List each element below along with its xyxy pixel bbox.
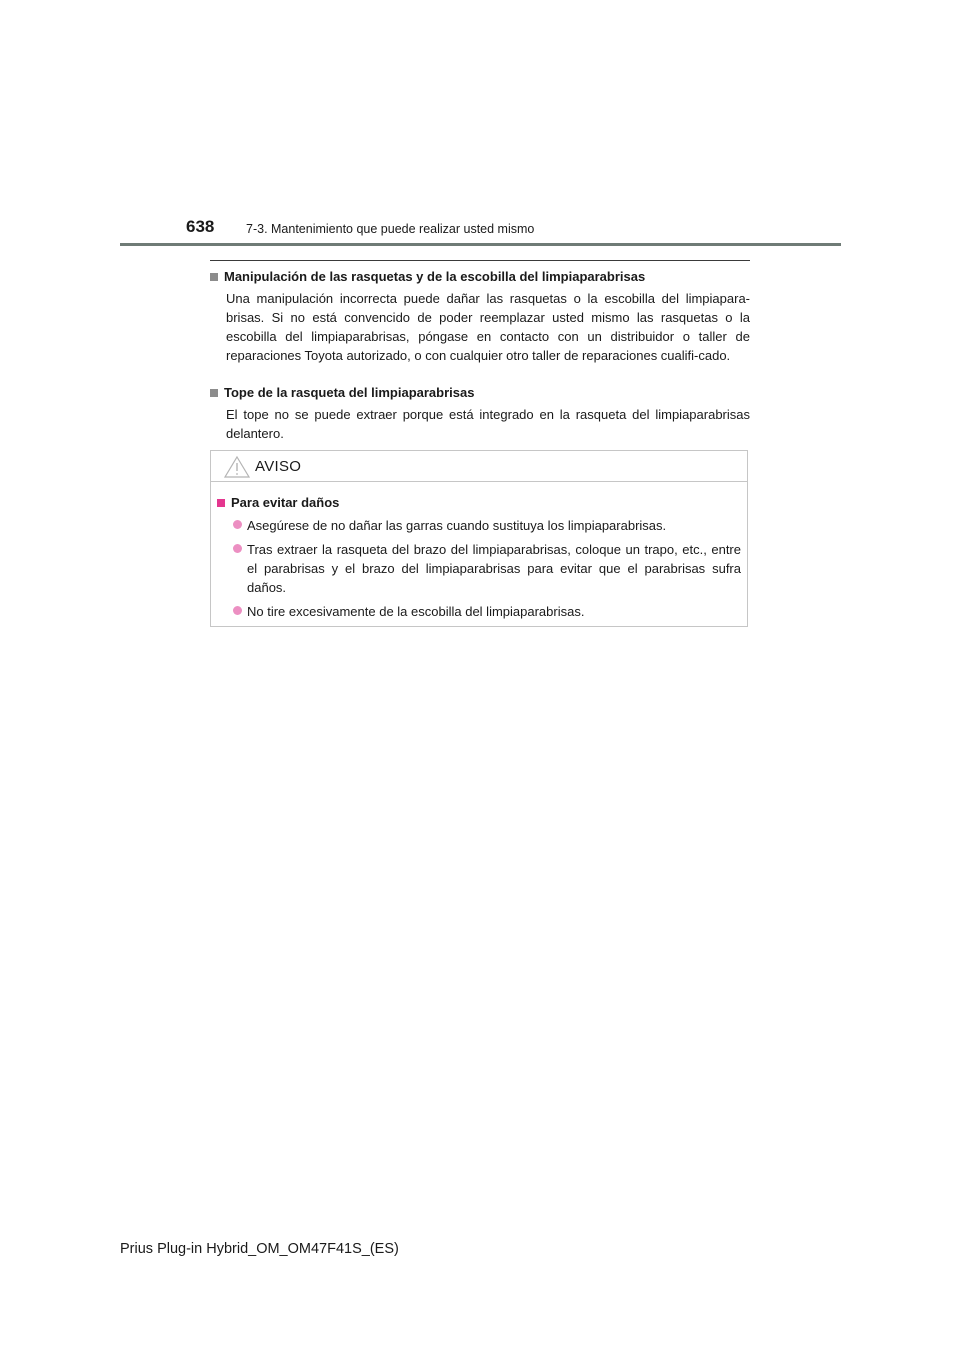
section-heading: Manipulación de las rasquetas y de la escobilla del limpiaparabrisas	[224, 269, 646, 284]
warning-box	[210, 450, 748, 627]
footer-document-id: Prius Plug-in Hybrid_OM_OM47F41S_(ES)	[120, 1241, 399, 1257]
section-wiper-handling	[210, 268, 750, 365]
square-bullet-icon	[210, 273, 218, 281]
chapter-title: 7-3. Mantenimiento que puede realizar usted mismo	[246, 222, 535, 236]
warning-heading: Para evitar daños	[231, 495, 340, 510]
warning-bullet: No tire excesivamente de la escobilla del limpiaparabrisas.	[233, 602, 741, 621]
header-rule	[120, 243, 841, 246]
warning-header	[211, 451, 747, 482]
warning-bullet: Asegúrese de no dañar las garras cuando sustituya los limpiaparabrisas.	[233, 516, 741, 535]
pink-dot-icon	[233, 544, 242, 553]
section-wiper-stopper	[210, 384, 750, 443]
pink-dot-icon	[233, 606, 242, 615]
pink-dot-icon	[233, 520, 242, 529]
section-body: Una manipulación incorrecta puede dañar las rasquetas o la escobilla del limpiapara-brisas. Si no está convencido de poder reemplazar usted mismo las rasquetas o la escobilla del limpiaparabrisas, póngase en contacto con un distribuidor o taller de reparaciones Toyota autorizado, o con cualquier otro taller de reparaciones cualifi-cado.	[226, 291, 750, 363]
content-rule	[210, 260, 750, 261]
warning-body	[211, 482, 747, 621]
section-body: El tope no se puede extraer porque está integrado en la rasqueta del limpiaparabrisas delantero.	[226, 407, 750, 441]
page-number: 638	[186, 217, 215, 236]
pink-square-icon	[217, 499, 225, 507]
warning-title: AVISO	[255, 458, 302, 475]
square-bullet-icon	[210, 389, 218, 397]
warning-triangle-icon	[224, 456, 250, 478]
warning-bullet: Tras extraer la rasqueta del brazo del limpiaparabrisas, coloque un trapo, etc., entre el parabrisas y el brazo del limpiaparabrisas para evitar que el parabrisas sufra daños.	[233, 540, 741, 597]
section-heading: Tope de la rasqueta del limpiaparabrisas	[224, 385, 475, 400]
